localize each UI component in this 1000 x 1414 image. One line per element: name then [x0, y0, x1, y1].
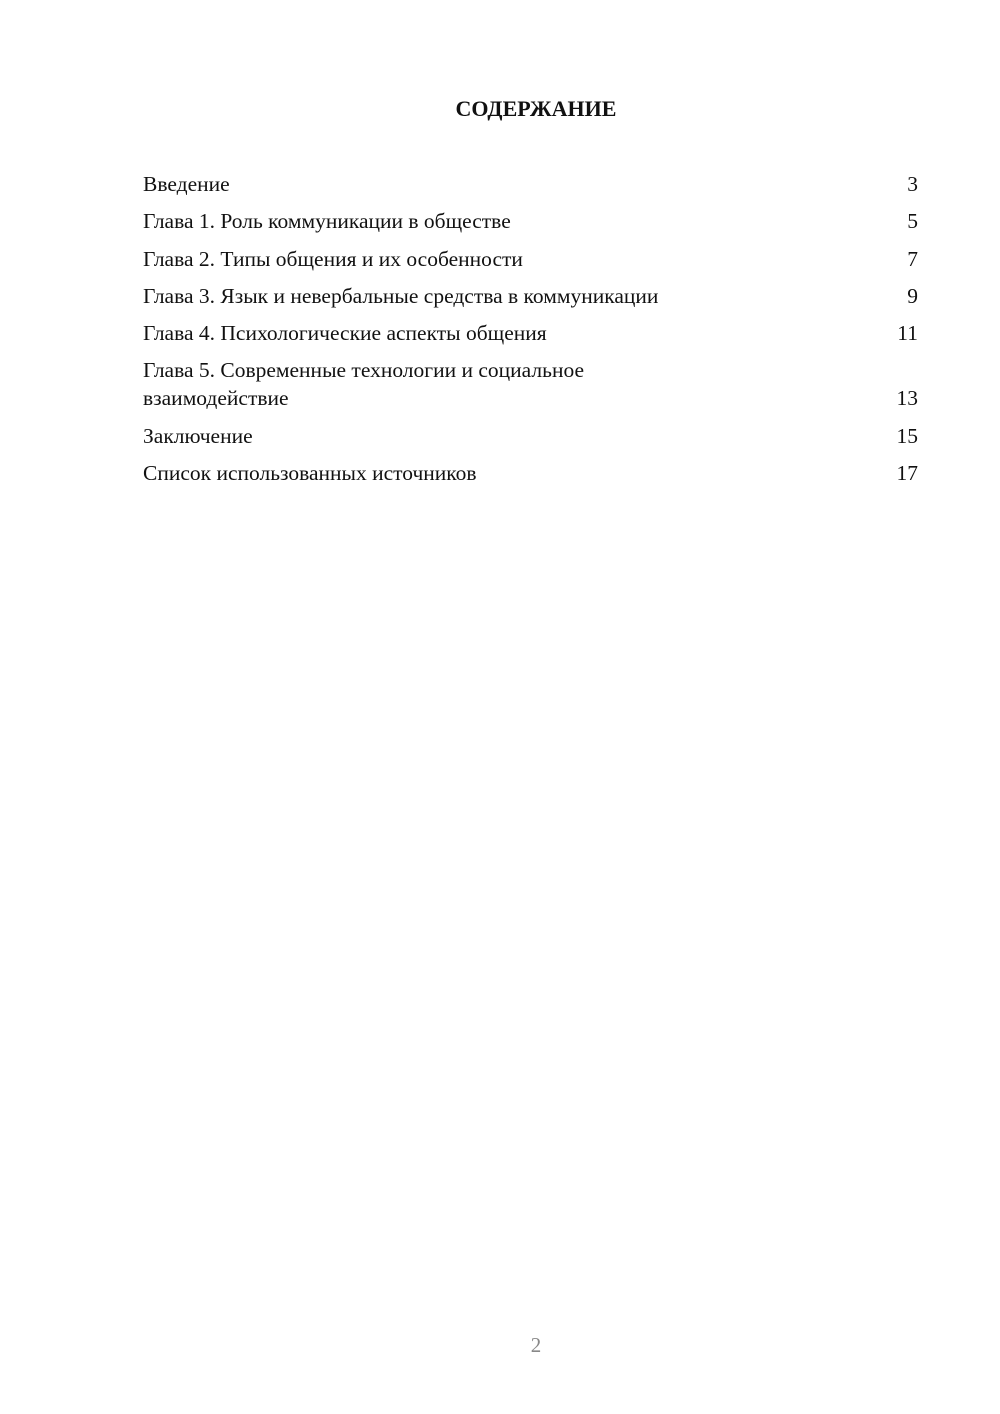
toc-entry-page: 13: [896, 386, 918, 411]
page-number: 2: [530, 1333, 542, 1357]
toc-entry: [143, 459, 918, 487]
toc-entry-label: Заключение: [143, 423, 253, 448]
toc-entry: [143, 170, 918, 198]
toc-entry: [143, 245, 918, 273]
toc-entry-label: Глава 2. Типы общения и их особенности: [143, 246, 523, 271]
toc-entry: [143, 207, 918, 235]
toc-entry-label: Глава 4. Психологические аспекты общения: [143, 321, 547, 346]
toc-entry: [143, 356, 918, 412]
toc-entry-label: Глава 3. Язык и невербальные средства в коммуникации: [143, 283, 659, 308]
toc-entry-page: 3: [907, 172, 918, 196]
toc-entry: [143, 282, 918, 310]
toc-entry: [143, 422, 918, 450]
toc-entry-page: 17: [896, 461, 918, 486]
toc-entry-label: Список использованных источников: [143, 461, 477, 486]
toc-entry-label: Глава 5. Современные технологии и социальное взаимодействие: [143, 358, 585, 411]
toc-entry-page: 5: [907, 209, 918, 234]
page-title: СОДЕРЖАНИЕ: [455, 96, 617, 121]
toc-entry-label: Глава 1. Роль коммуникации в обществе: [143, 209, 511, 234]
table-of-contents: [143, 170, 918, 496]
toc-entry: [143, 319, 918, 347]
toc-entry-page: 9: [907, 283, 918, 308]
toc-entry-page: 15: [896, 423, 918, 448]
toc-entry-label: Введение: [143, 172, 230, 196]
toc-entry-page: 11: [897, 321, 918, 346]
toc-entry-page: 7: [907, 246, 918, 271]
